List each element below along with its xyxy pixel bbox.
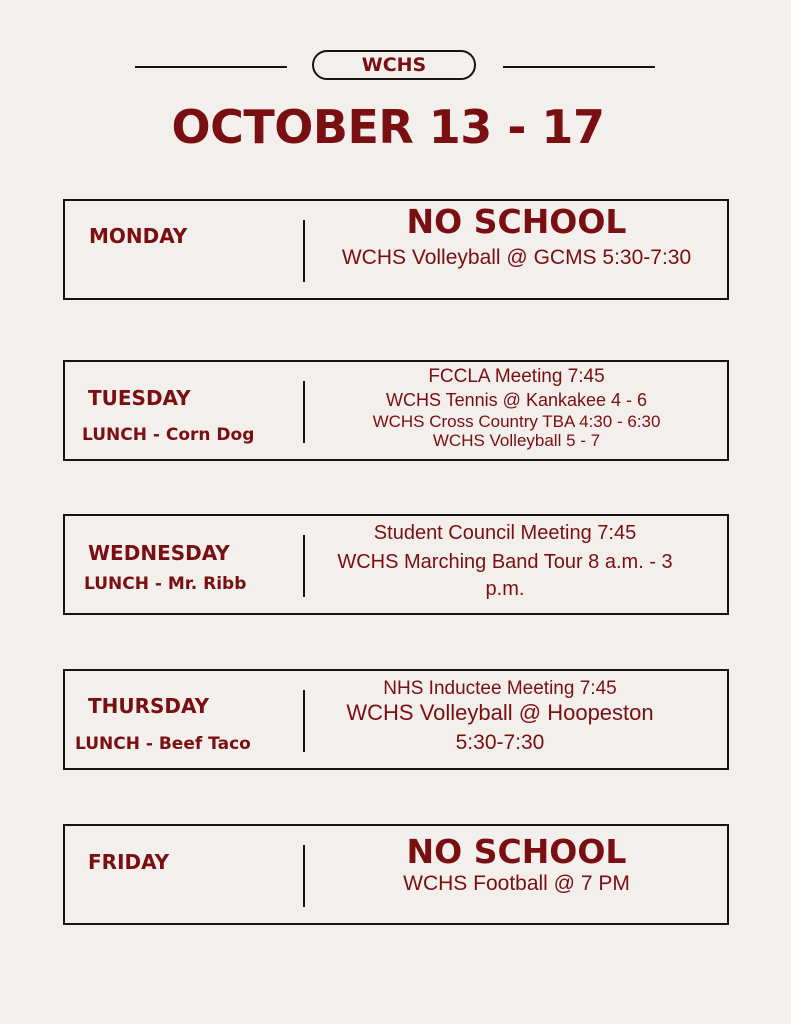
- event-item: WCHS Marching Band Tour 8 a.m. - 3: [337, 551, 673, 573]
- events-list: [310, 834, 723, 896]
- day-label: WEDNESDAY: [88, 541, 230, 565]
- no-school-headline: NO SCHOOL: [406, 832, 627, 871]
- event-item: WCHS Tennis @ Kankakee 4 - 6: [385, 389, 648, 410]
- event-item: 5:30-7:30: [455, 731, 545, 755]
- header-rule-left: [135, 66, 287, 68]
- events-list: [310, 204, 723, 270]
- day-card-friday: [63, 824, 729, 925]
- day-card-tuesday: [63, 360, 729, 461]
- event-item: WCHS Cross Country TBA 4:30 - 6:30: [372, 411, 661, 431]
- events-list: [313, 522, 697, 601]
- day-label: FRIDAY: [88, 850, 170, 874]
- events-list: [310, 366, 723, 451]
- day-card-thursday: [63, 669, 729, 770]
- card-divider: [303, 535, 305, 597]
- events-list: [303, 678, 697, 755]
- event-item: WCHS Volleyball 5 - 7: [432, 431, 601, 451]
- lunch-label: LUNCH - Corn Dog: [82, 425, 255, 445]
- event-item: NHS Inductee Meeting 7:45: [383, 678, 617, 699]
- day-card-monday: [63, 199, 729, 300]
- day-card-wednesday: [63, 514, 729, 615]
- card-divider: [303, 381, 305, 443]
- event-item: p.m.: [485, 578, 525, 600]
- day-label: THURSDAY: [88, 694, 210, 718]
- day-label: TUESDAY: [88, 386, 191, 410]
- header-rule-right: [503, 66, 655, 68]
- event-item: WCHS Volleyball @ GCMS 5:30-7:30: [341, 246, 692, 270]
- lunch-label: LUNCH - Mr. Ribb: [84, 574, 247, 594]
- card-divider: [303, 220, 305, 282]
- school-badge: [312, 50, 476, 80]
- day-label: MONDAY: [89, 224, 188, 248]
- event-item: Student Council Meeting 7:45: [373, 522, 637, 544]
- school-name: WCHS: [361, 54, 427, 76]
- no-school-headline: NO SCHOOL: [406, 202, 627, 241]
- page-title: OCTOBER 13 - 17: [171, 100, 605, 154]
- event-item: FCCLA Meeting 7:45: [428, 366, 605, 387]
- lunch-label: LUNCH - Beef Taco: [75, 734, 251, 754]
- event-item: WCHS Volleyball @ Hoopeston: [346, 699, 654, 725]
- event-item: WCHS Football @ 7 PM: [403, 872, 630, 896]
- card-divider: [303, 845, 305, 907]
